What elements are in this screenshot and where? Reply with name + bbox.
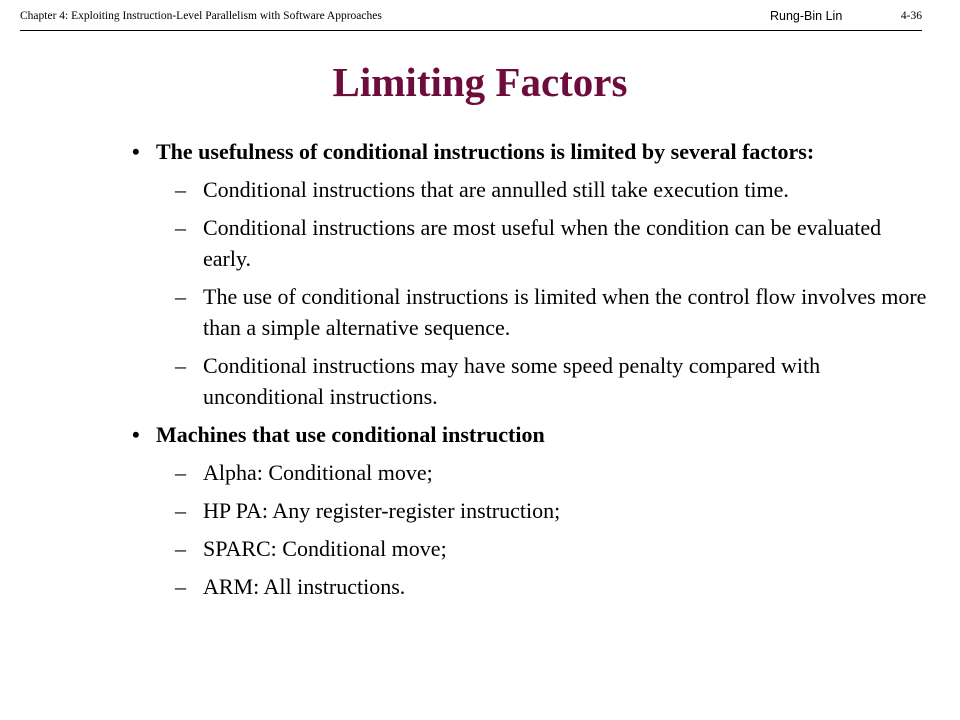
sub-item-text: Conditional instructions are most useful when the condition can be evaluated early. [203, 215, 882, 271]
bullet-marker: • [132, 422, 140, 447]
sub-item [132, 495, 932, 526]
dash-marker: – [175, 460, 186, 485]
sub-item-text: Alpha: Conditional move; [203, 460, 433, 485]
page-number: 4-36 [900, 10, 922, 22]
bullet-item [132, 136, 932, 167]
sub-item-text: Conditional instructions that are annulled still take execution time. [203, 177, 789, 202]
dash-marker: – [175, 284, 186, 309]
sub-item [132, 533, 932, 564]
dash-marker: – [175, 536, 186, 561]
sub-item-text: ARM: All instructions. [203, 574, 406, 599]
dash-marker: – [175, 215, 186, 240]
bullet-text: Machines that use conditional instruction [156, 422, 545, 447]
sub-item-text: HP PA: Any register-register instruction; [203, 498, 561, 523]
chapter-title: Chapter 4: Exploiting Instruction-Level Parallelism with Software Approaches [20, 10, 382, 22]
sub-item [132, 281, 932, 343]
sub-item [132, 457, 932, 488]
sub-item [132, 212, 932, 274]
dash-marker: – [175, 498, 186, 523]
bullet-text: The usefulness of conditional instructions is limited by several factors: [156, 139, 815, 164]
sub-item-text: The use of conditional instructions is limited when the control flow involves more than a simple alternative sequence. [203, 284, 927, 340]
slide-header [20, 6, 922, 31]
slide-title: Limiting Factors [332, 59, 628, 105]
dash-marker: – [175, 353, 186, 378]
sub-item [132, 350, 932, 412]
sub-item [132, 174, 932, 205]
dash-marker: – [175, 574, 186, 599]
slide-content [132, 136, 932, 609]
sub-item-text: Conditional instructions may have some speed penalty compared with unconditional instructions. [203, 353, 821, 409]
dash-marker: – [175, 177, 186, 202]
sub-item-text: SPARC: Conditional move; [203, 536, 447, 561]
bullet-item [132, 419, 932, 450]
sub-item [132, 571, 932, 602]
bullet-marker: • [132, 139, 140, 164]
author-name: Rung-Bin Lin [770, 9, 843, 23]
